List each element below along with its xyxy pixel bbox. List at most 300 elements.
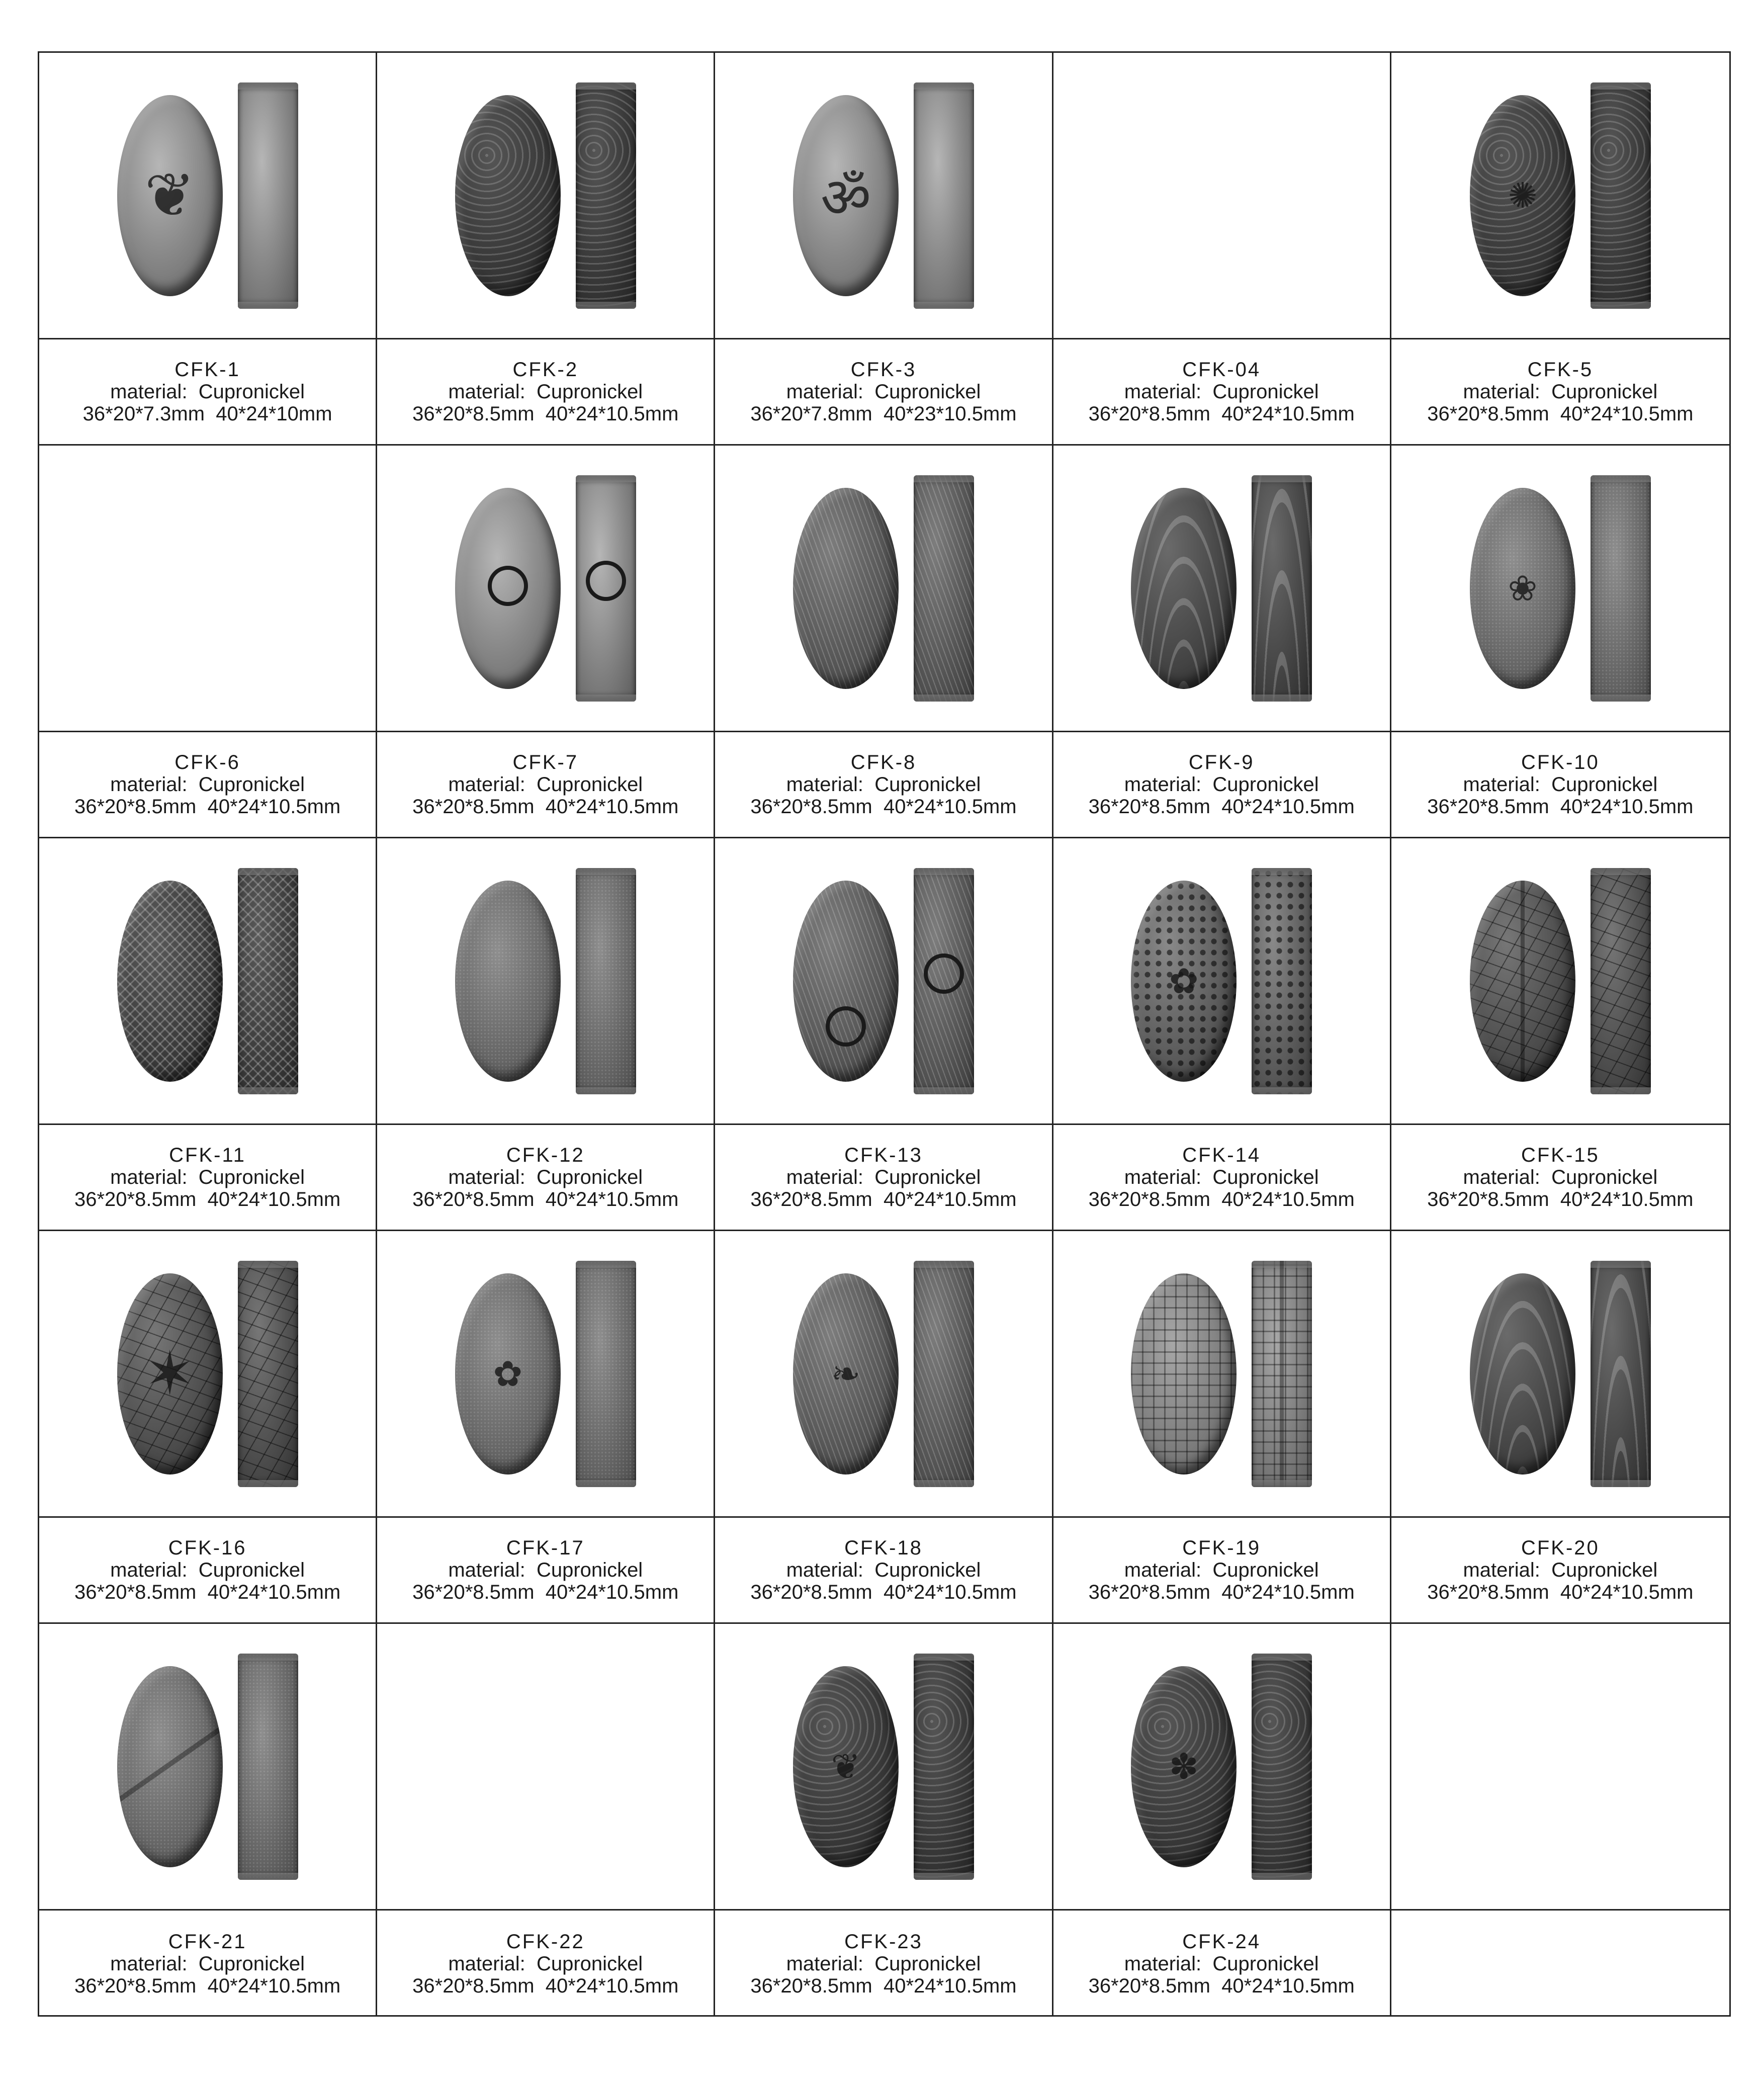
- chrysanthemum-icon: ✺: [1508, 175, 1538, 216]
- product-caption: [1391, 1911, 1729, 2017]
- size-small: 36*20*8.5mm: [1427, 403, 1549, 425]
- dimensions-line: [750, 1975, 1016, 1997]
- material-label: material:: [448, 1166, 525, 1188]
- product-card: [715, 53, 1053, 446]
- size-small: 36*20*8.5mm: [750, 1188, 872, 1210]
- fuchi-oval-photo: [793, 881, 899, 1082]
- size-large: 40*24*10.5mm: [1560, 1188, 1694, 1210]
- product-code: CFK-24: [1182, 1930, 1261, 1953]
- kashira-band-photo: [238, 868, 298, 1094]
- product-caption: [715, 1125, 1051, 1230]
- product-photo-area: [715, 1624, 1051, 1911]
- fuchi-oval-photo: [117, 881, 223, 1082]
- dimensions-line: [412, 403, 678, 425]
- product-code: CFK-17: [506, 1537, 585, 1559]
- product-photo-area: [39, 53, 376, 339]
- product-card: [39, 1624, 377, 2017]
- size-small: 36*20*8.5mm: [1427, 796, 1549, 818]
- diagonal-stripe: [117, 1726, 223, 1802]
- size-small: 36*20*8.5mm: [74, 1188, 197, 1210]
- fuchi-oval-photo: [793, 488, 899, 689]
- material-line: [448, 1953, 643, 1975]
- dimensions-line: [74, 1975, 340, 1997]
- product-card: [715, 1231, 1053, 1624]
- kashira-band-photo: [914, 868, 974, 1094]
- material-label: material:: [786, 1952, 863, 1975]
- fuchi-oval-photo: [793, 95, 899, 296]
- material-line: [786, 1559, 981, 1581]
- product-card: [1053, 1624, 1391, 2017]
- product-caption: [377, 1125, 714, 1230]
- product-caption: [1053, 1125, 1390, 1230]
- size-large: 40*24*10mm: [216, 403, 332, 425]
- material-label: material:: [1124, 773, 1202, 796]
- product-caption: [1053, 339, 1390, 444]
- material-line: [786, 773, 981, 796]
- material-label: material:: [1124, 1559, 1202, 1581]
- material-label: material:: [110, 381, 188, 403]
- product-caption: [1053, 1911, 1390, 2017]
- material-line: [786, 1953, 981, 1975]
- product-code: CFK-5: [1527, 359, 1594, 381]
- size-small: 36*20*8.5mm: [1088, 796, 1210, 818]
- size-small: 36*20*8.5mm: [412, 403, 535, 425]
- size-large: 40*24*10.5mm: [1221, 1188, 1355, 1210]
- product-code: CFK-20: [1521, 1537, 1600, 1559]
- material-label: material:: [1463, 1559, 1540, 1581]
- material-line: [1463, 381, 1657, 403]
- material-value: Cupronickel: [536, 381, 643, 403]
- fuchi-oval-photo: [793, 1666, 899, 1867]
- material-label: material:: [786, 1166, 863, 1188]
- material-line: [786, 381, 981, 403]
- material-line: [110, 773, 305, 796]
- kashira-band-photo: [1252, 868, 1312, 1094]
- center-ridge: [1521, 881, 1525, 1082]
- product-photo-area: [377, 446, 714, 732]
- size-large: 40*24*10.5mm: [1221, 1581, 1355, 1603]
- fuchi-oval-photo: [1131, 881, 1237, 1082]
- product-code: CFK-14: [1182, 1144, 1261, 1166]
- fuchi-oval-photo: [117, 95, 223, 296]
- product-card: [377, 838, 715, 1231]
- plum-blossom-icon: ❀: [1508, 567, 1538, 609]
- material-label: material:: [448, 381, 525, 403]
- product-photo-area: [1391, 838, 1729, 1125]
- material-line: [110, 1559, 305, 1581]
- material-label: material:: [1463, 1166, 1540, 1188]
- size-small: 36*20*7.3mm: [82, 403, 205, 425]
- product-card: [39, 53, 377, 446]
- dimensions-line: [1427, 1188, 1693, 1210]
- dimensions-line: [750, 1188, 1016, 1210]
- material-label: material:: [786, 381, 863, 403]
- size-large: 40*24*10.5mm: [1560, 1581, 1694, 1603]
- material-value: Cupronickel: [536, 773, 643, 796]
- product-code: CFK-13: [844, 1144, 923, 1166]
- material-label: material:: [786, 773, 863, 796]
- product-card: [1053, 53, 1391, 446]
- material-line: [1463, 1559, 1657, 1581]
- blossom-icon: ✿: [1169, 960, 1199, 1002]
- product-code: CFK-3: [850, 359, 917, 381]
- product-caption: [39, 339, 376, 444]
- dragon-figure-icon: ❦: [144, 160, 195, 230]
- dimensions-line: [1089, 796, 1355, 818]
- material-line: [1124, 1166, 1319, 1188]
- product-code: CFK-22: [506, 1930, 585, 1953]
- dimensions-line: [74, 1188, 340, 1210]
- dimensions-line: [1427, 796, 1693, 818]
- product-photo-area: [39, 446, 376, 732]
- product-card: [715, 446, 1053, 838]
- product-code: CFK-04: [1182, 359, 1261, 381]
- size-small: 36*20*7.8mm: [750, 403, 872, 425]
- product-code: CFK-15: [1521, 1144, 1600, 1166]
- fuchi-oval-photo: [1131, 488, 1237, 689]
- material-label: material:: [110, 1952, 188, 1975]
- product-caption: [39, 1125, 376, 1230]
- size-small: 36*20*8.5mm: [1088, 1974, 1210, 1997]
- dimensions-line: [83, 403, 332, 425]
- product-caption: [39, 1518, 376, 1622]
- size-large: 40*24*10.5mm: [545, 1974, 679, 1997]
- product-photo-area: [377, 1231, 714, 1518]
- product-code: CFK-6: [174, 751, 240, 773]
- flower-icon: ✽: [1169, 1746, 1199, 1787]
- kashira-band-photo: [1591, 475, 1651, 702]
- product-card: [1391, 446, 1729, 838]
- material-value: Cupronickel: [536, 1166, 643, 1188]
- material-value: Cupronickel: [1212, 1952, 1319, 1975]
- dimensions-line: [1427, 1581, 1693, 1603]
- product-photo-area: [1391, 1624, 1729, 1911]
- material-value: Cupronickel: [198, 381, 305, 403]
- dimensions-line: [750, 403, 1016, 425]
- product-code: CFK-9: [1188, 751, 1255, 773]
- kashira-band-photo: [576, 475, 636, 702]
- product-catalog-grid: [38, 51, 1731, 2017]
- center-ridge: [1280, 1261, 1284, 1487]
- product-card: [1053, 446, 1391, 838]
- fuchi-oval-photo: [117, 1273, 223, 1475]
- product-caption: [377, 732, 714, 837]
- size-small: 36*20*8.5mm: [74, 796, 197, 818]
- dimensions-line: [1089, 1975, 1355, 1997]
- product-caption: [715, 339, 1051, 444]
- fuchi-oval-photo: [1470, 1273, 1575, 1475]
- empty-cell: [1391, 1624, 1729, 2017]
- product-caption: [715, 1518, 1051, 1622]
- product-card: [377, 446, 715, 838]
- kashira-band-photo: [576, 868, 636, 1094]
- product-photo-area: [39, 1624, 376, 1911]
- product-code: CFK-8: [850, 751, 917, 773]
- mon-crest-icon: [488, 566, 528, 606]
- size-small: 36*20*8.5mm: [1088, 1188, 1210, 1210]
- kashira-band-photo: [914, 82, 974, 309]
- material-label: material:: [110, 1559, 188, 1581]
- material-value: Cupronickel: [1212, 1559, 1319, 1581]
- product-photo-area: [1391, 53, 1729, 339]
- size-large: 40*24*10.5mm: [1221, 1974, 1355, 1997]
- product-card: [1053, 838, 1391, 1231]
- product-card: [39, 1231, 377, 1624]
- material-label: material:: [448, 1559, 525, 1581]
- material-line: [1124, 773, 1319, 796]
- product-card: [377, 1231, 715, 1624]
- product-code: CFK-19: [1182, 1537, 1261, 1559]
- product-caption: [715, 1911, 1051, 2017]
- product-code: CFK-1: [174, 359, 240, 381]
- product-photo-area: [1053, 53, 1390, 339]
- product-photo-area: [1053, 1231, 1390, 1518]
- material-value: Cupronickel: [536, 1559, 643, 1581]
- fuchi-oval-photo: [1470, 881, 1575, 1082]
- product-photo-area: [1391, 446, 1729, 732]
- material-line: [1463, 1166, 1657, 1188]
- material-line: [448, 381, 643, 403]
- size-large: 40*24*10.5mm: [207, 796, 341, 818]
- product-photo-area: [715, 446, 1051, 732]
- dimensions-line: [74, 1581, 340, 1603]
- size-large: 40*24*10.5mm: [1221, 796, 1355, 818]
- size-large: 40*24*10.5mm: [545, 796, 679, 818]
- product-caption: [39, 732, 376, 837]
- kashira-band-photo: [1252, 1654, 1312, 1880]
- kashira-band-photo: [1252, 1261, 1312, 1487]
- material-label: material:: [1463, 773, 1540, 796]
- material-line: [110, 1166, 305, 1188]
- maple-leaf-icon: ✶: [144, 1339, 195, 1409]
- material-label: material:: [1463, 381, 1540, 403]
- sakura-blossom-icon: ✿: [493, 1353, 523, 1395]
- fuchi-oval-photo: [1470, 95, 1575, 296]
- material-label: material:: [110, 1166, 188, 1188]
- material-value: Cupronickel: [1551, 1559, 1658, 1581]
- product-code: CFK-7: [512, 751, 579, 773]
- size-large: 40*24*10.5mm: [883, 1581, 1017, 1603]
- product-card: [39, 446, 377, 838]
- material-value: Cupronickel: [874, 773, 981, 796]
- material-label: material:: [110, 773, 188, 796]
- product-photo-area: [1053, 838, 1390, 1125]
- material-line: [448, 773, 643, 796]
- size-large: 40*24*10.5mm: [545, 1188, 679, 1210]
- size-small: 36*20*8.5mm: [750, 1974, 872, 1997]
- dimensions-line: [1427, 403, 1693, 425]
- mon-crest-icon: [924, 954, 964, 994]
- fuchi-oval-photo: [455, 1273, 561, 1475]
- size-large: 40*24*10.5mm: [883, 796, 1017, 818]
- dimensions-line: [750, 1581, 1016, 1603]
- dimensions-line: [1089, 1188, 1355, 1210]
- kashira-band-photo: [914, 475, 974, 702]
- size-small: 36*20*8.5mm: [74, 1974, 197, 1997]
- material-value: Cupronickel: [198, 1559, 305, 1581]
- dimensions-line: [412, 1975, 678, 1997]
- material-value: Cupronickel: [874, 1559, 981, 1581]
- size-large: 40*23*10.5mm: [883, 403, 1017, 425]
- product-card: [1391, 53, 1729, 446]
- material-value: Cupronickel: [1212, 773, 1319, 796]
- product-code: CFK-10: [1521, 751, 1600, 773]
- dimensions-line: [750, 796, 1016, 818]
- product-card: [39, 838, 377, 1231]
- size-small: 36*20*8.5mm: [74, 1581, 197, 1603]
- material-label: material:: [448, 1952, 525, 1975]
- kashira-band-photo: [238, 82, 298, 309]
- product-caption: [1391, 1518, 1729, 1622]
- product-code: CFK-18: [844, 1537, 923, 1559]
- material-line: [1124, 1559, 1319, 1581]
- product-code: CFK-21: [168, 1930, 247, 1953]
- product-photo-area: [715, 838, 1051, 1125]
- product-photo-area: [377, 838, 714, 1125]
- size-large: 40*24*10.5mm: [207, 1974, 341, 1997]
- material-line: [1463, 773, 1657, 796]
- product-card: [715, 838, 1053, 1231]
- material-line: [448, 1559, 643, 1581]
- size-small: 36*20*8.5mm: [1088, 1581, 1210, 1603]
- size-large: 40*24*10.5mm: [1560, 403, 1694, 425]
- material-value: Cupronickel: [874, 381, 981, 403]
- size-large: 40*24*10.5mm: [1221, 403, 1355, 425]
- product-card: [715, 1624, 1053, 2017]
- material-line: [448, 1166, 643, 1188]
- product-caption: [39, 1911, 376, 2017]
- size-small: 36*20*8.5mm: [412, 1188, 535, 1210]
- dimensions-line: [1089, 1581, 1355, 1603]
- product-caption: [1053, 732, 1390, 837]
- material-label: material:: [786, 1559, 863, 1581]
- size-large: 40*24*10.5mm: [207, 1188, 341, 1210]
- product-photo-area: [715, 53, 1051, 339]
- product-caption: [377, 1518, 714, 1622]
- material-line: [1124, 381, 1319, 403]
- material-label: material:: [1124, 381, 1202, 403]
- material-label: material:: [448, 773, 525, 796]
- dragon-relief-icon: ❦: [831, 1746, 861, 1787]
- size-large: 40*24*10.5mm: [207, 1581, 341, 1603]
- product-card: [1391, 838, 1729, 1231]
- fuchi-oval-photo: [1131, 1666, 1237, 1867]
- product-photo-area: [39, 838, 376, 1125]
- product-code: CFK-12: [506, 1144, 585, 1166]
- material-label: material:: [1124, 1166, 1202, 1188]
- size-small: 36*20*8.5mm: [1427, 1581, 1549, 1603]
- product-photo-area: [39, 1231, 376, 1518]
- material-line: [110, 381, 305, 403]
- product-photo-area: [377, 53, 714, 339]
- fuchi-oval-photo: [455, 488, 561, 689]
- product-card: [1391, 1231, 1729, 1624]
- product-caption: [1053, 1518, 1390, 1622]
- kashira-band-photo: [1591, 868, 1651, 1094]
- product-photo-area: [1053, 1624, 1390, 1911]
- fuchi-oval-photo: [117, 1666, 223, 1867]
- product-code: CFK-2: [512, 359, 579, 381]
- material-value: Cupronickel: [1212, 1166, 1319, 1188]
- product-caption: [715, 732, 1051, 837]
- material-value: Cupronickel: [536, 1952, 643, 1975]
- material-value: Cupronickel: [198, 1952, 305, 1975]
- dimensions-line: [74, 796, 340, 818]
- sanskrit-glyph-icon: ॐ: [820, 165, 871, 230]
- size-large: 40*24*10.5mm: [545, 403, 679, 425]
- kashira-band-photo: [576, 1261, 636, 1487]
- product-card: [1053, 1231, 1391, 1624]
- fuchi-oval-photo: [455, 881, 561, 1082]
- size-small: 36*20*8.5mm: [750, 796, 872, 818]
- size-small: 36*20*8.5mm: [412, 796, 535, 818]
- material-label: material:: [1124, 1952, 1202, 1975]
- material-value: Cupronickel: [874, 1166, 981, 1188]
- size-small: 36*20*8.5mm: [1088, 403, 1210, 425]
- material-value: Cupronickel: [1551, 1166, 1658, 1188]
- mon-crest-icon: [586, 561, 626, 601]
- size-large: 40*24*10.5mm: [883, 1188, 1017, 1210]
- size-large: 40*24*10.5mm: [545, 1581, 679, 1603]
- size-small: 36*20*8.5mm: [412, 1974, 535, 1997]
- dimensions-line: [412, 1188, 678, 1210]
- size-small: 36*20*8.5mm: [750, 1581, 872, 1603]
- product-photo-area: [1391, 1231, 1729, 1518]
- fuchi-oval-photo: [1131, 1273, 1237, 1475]
- material-value: Cupronickel: [198, 773, 305, 796]
- kashira-band-photo: [238, 1654, 298, 1880]
- material-line: [1124, 1953, 1319, 1975]
- kashira-band-photo: [1591, 1261, 1651, 1487]
- product-code: CFK-23: [844, 1930, 923, 1953]
- kashira-band-photo: [1591, 82, 1651, 309]
- product-photo-area: [1053, 446, 1390, 732]
- kashira-band-photo: [914, 1654, 974, 1880]
- material-line: [786, 1166, 981, 1188]
- product-photo-area: [715, 1231, 1051, 1518]
- kashira-band-photo: [1252, 475, 1312, 702]
- size-small: 36*20*8.5mm: [412, 1581, 535, 1603]
- product-caption: [1391, 339, 1729, 444]
- product-caption: [377, 1911, 714, 2017]
- fuchi-oval-photo: [793, 1273, 899, 1475]
- product-caption: [377, 339, 714, 444]
- product-code: CFK-16: [168, 1537, 247, 1559]
- product-code: CFK-11: [169, 1144, 246, 1166]
- material-value: Cupronickel: [1212, 381, 1319, 403]
- material-value: Cupronickel: [1551, 773, 1658, 796]
- product-card: [377, 1624, 715, 2017]
- product-card: [377, 53, 715, 446]
- material-value: Cupronickel: [1551, 381, 1658, 403]
- dimensions-line: [412, 796, 678, 818]
- material-value: Cupronickel: [874, 1952, 981, 1975]
- product-caption: [1391, 1125, 1729, 1230]
- bamboo-leaf-icon: ❧: [831, 1353, 861, 1395]
- dimensions-line: [1089, 403, 1355, 425]
- size-large: 40*24*10.5mm: [883, 1974, 1017, 1997]
- fuchi-oval-photo: [1470, 488, 1575, 689]
- fuchi-oval-photo: [455, 95, 561, 296]
- material-line: [110, 1953, 305, 1975]
- dimensions-line: [412, 1581, 678, 1603]
- product-caption: [1391, 732, 1729, 837]
- kashira-band-photo: [238, 1261, 298, 1487]
- kashira-band-photo: [914, 1261, 974, 1487]
- product-photo-area: [377, 1624, 714, 1911]
- kashira-band-photo: [576, 82, 636, 309]
- material-value: Cupronickel: [198, 1166, 305, 1188]
